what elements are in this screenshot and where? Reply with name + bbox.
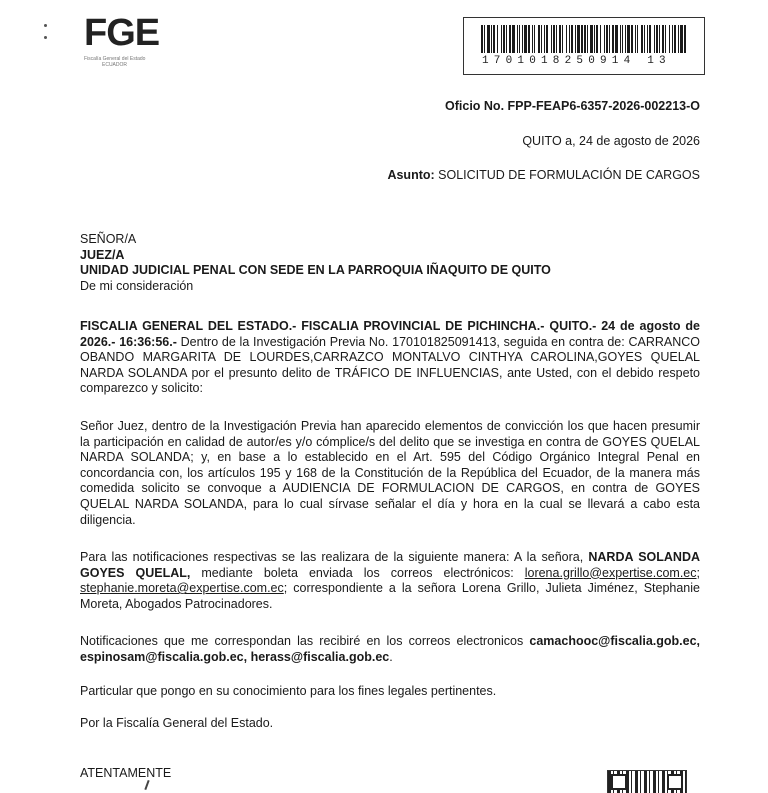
notif-name: NARDA SOLANDA GOYES QUELAL, [80,550,700,580]
barcode-icon [481,25,687,53]
recipient-salutation: SEÑOR/A [80,232,137,246]
intro-bold: FISCALIA GENERAL DEL ESTADO.- FISCALIA PROVINCIAL DE PICHINCHA.- QUITO.- 24 de agosto de 2026.- 16:36:56.- [80,319,700,349]
fiscal-emails-end: . [389,649,393,664]
logo-country: ECUADOR [102,62,128,68]
email-link-moreta[interactable]: stephanie.moreta@expertise.com.ec [80,581,284,596]
logo-subtitle: Fiscalía General del Estado [84,56,146,62]
fiscal-emails: camachooc@fiscalia.gob.ec, espinosam@fiscalia.gob.ec, herass@fiscalia.gob.ec [80,634,700,664]
asunto-line [387,168,700,182]
fge-logo [84,12,174,68]
closing-word: ATENTAMENTE [80,766,172,780]
oficio-line [445,99,700,113]
paragraph-intro [80,319,700,397]
recipient-unit: UNIDAD JUDICIAL PENAL CON SEDE EN LA PARROQUIA IÑAQUITO DE QUITO [80,263,551,278]
paragraph-closing-note: Particular que pongo en su conocimiento para los fines legales pertinentes. [80,684,497,698]
email-link-grillo[interactable]: lorena.grillo@expertise.com.ec [524,565,697,580]
paragraph-signatory: Por la Fiscalía General del Estado. [80,716,274,730]
intro-text: Dentro de la Investigación Previa No. 170101825091413, seguida en contra de: CARRANCO OBANDO MARGARITA DE LOURDES,CARRAZCO MONTALVO CINTHYA CAROLINA,GOYES QUELAL NARDA SOLANDA por el presunto delito de TRÁFICO DE INFLUENCIAS, ante Usted, con el debido respeto comparezco y solicito: [80,334,700,396]
paragraph-fiscal-emails [80,634,700,665]
qr-code-icon [607,770,687,793]
barcode-digits: 1701018250914 13 [482,55,671,67]
oficio-number: FPP-FEAP6-6357-2026-002213-O [507,99,700,113]
recipient-consideration: De mi consideración [80,278,194,293]
email-separator: ; [696,565,700,580]
paragraph-notifications [80,550,700,612]
notif-intro: Para las notificaciones respectivas se las realizara de la siguiente manera: A la señora, [80,550,589,564]
barcode-box [463,17,705,75]
asunto-label: Asunto: [387,168,435,182]
date-line: QUITO a, 24 de agosto de 2026 [522,134,700,148]
recipient-title: JUEZ/A [80,247,125,262]
margin-marks [44,24,48,44]
asunto-value: SOLICITUD DE FORMULACIÓN DE CARGOS [438,168,700,182]
oficio-label: Oficio No. [445,99,505,113]
logo-mark: FGE [84,12,160,54]
notif-middle: mediante boleta enviada los correos electrónicos: [190,565,514,580]
notif-tail: ; correspondiente a la señora Lorena Grillo, Julieta Jiménez, Stephanie Moreta, Abogados Patrocinadores. [80,581,700,611]
fiscal-emails-text: Notificaciones que me correspondan las recibiré en los correos electronicos [80,634,530,648]
paragraph-request: Señor Juez, dentro de la Investigación Previa han aparecido elementos de convicción los que hacen presumir la participación en calidad de autor/es y/o cómplice/s del delito que se investiga en contra de GOYES QUELAL NARDA SOLANDA; y, en base a lo establecido en el Art. 595 del Código Orgánico Integral Penal en concordancia con, los artículos 195 y 168 de la Constitución de la República del Ecuador, de la manera más comedida solicito se convoque a AUDIENCIA DE FORMULACION DE CARGOS, en contra de GOYES QUELAL NARDA SOLANDA, para lo cual sírvase señalar el día y hora en la cual se llevará a cabo esta diligencia. [80,419,700,527]
recipient-block [80,232,700,294]
